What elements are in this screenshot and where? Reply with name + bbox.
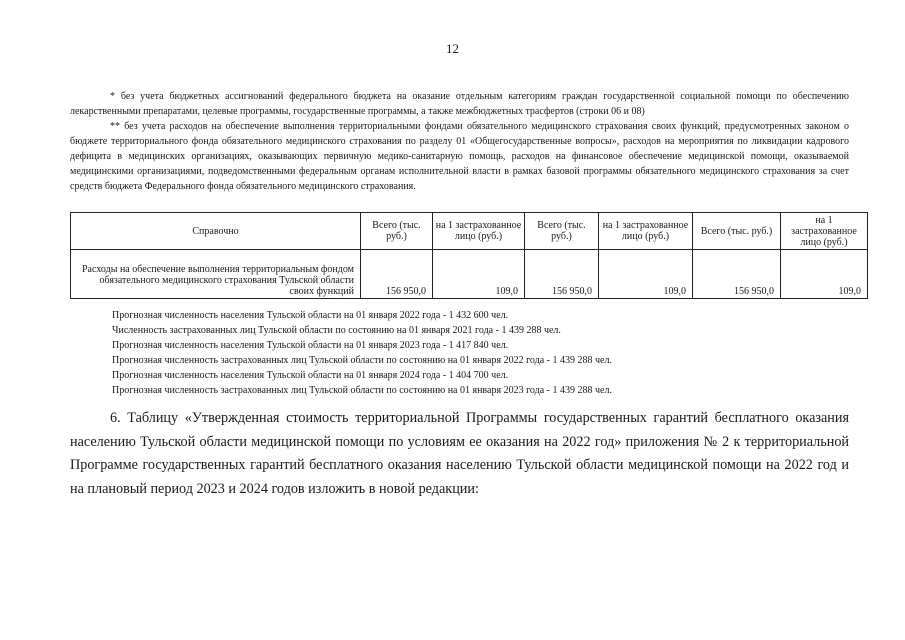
table-cell: 156 950,0: [693, 250, 781, 299]
header-cell: на 1 застрахованное лицо (руб.): [781, 213, 868, 250]
table-cell: 109,0: [599, 250, 693, 299]
header-cell: Всего (тыс. руб.): [525, 213, 599, 250]
table-row: [71, 250, 868, 299]
table-cell: 156 950,0: [361, 250, 433, 299]
header-cell: Справочно: [71, 213, 361, 250]
population-note: Прогнозная численность застрахованных лиц Тульской области по состоянию на 01 января 2023 года - 1 439 288 чел.: [112, 385, 612, 396]
header-cell: на 1 застрахованное лицо (руб.): [433, 213, 525, 250]
population-note: Прогнозная численность населения Тульской области на 01 января 2023 года - 1 417 840 чел.: [112, 340, 509, 351]
table-header-row: [71, 213, 868, 250]
population-notes: [112, 308, 812, 398]
table-cell: 109,0: [781, 250, 868, 299]
population-note: Прогнозная численность населения Тульской области на 01 января 2024 года - 1 404 700 чел.: [112, 370, 509, 381]
row-label: Расходы на обеспечение выполнения территориальным фондом обязательного медицинского страхования Тульской области своих функций: [71, 250, 361, 299]
table-cell: 109,0: [433, 250, 525, 299]
page-number: 12: [446, 41, 459, 56]
header-cell: на 1 застрахованное лицо (руб.): [599, 213, 693, 250]
header-cell: Всего (тыс. руб.): [693, 213, 781, 250]
footnote-text: ** без учета расходов на обеспечение выполнения территориальными фондами обязательного медицинского страхования своих функций, предусмотренных законом о бюджете территориального фонда обязательного медицинского страхования по разделу 01 «Общегосударственные вопросы», расходов на мероприятия по ликвидации кадрового дефицита в медицинских организациях, оказывающих первичную медико-санитарную помощь, расходов на финансовое обеспечение медицинской помощи, оказываемой медицинскими организациями, подведомственными федеральным органам исполнительной власти в рамках базовой программы обязательного медицинского страхования за счет средств бюджета Федерального фонда обязательного медицинского страхования.: [70, 121, 849, 192]
footnote-single-asterisk: [70, 89, 849, 119]
population-note: Прогнозная численность населения Тульской области на 01 января 2022 года - 1 432 600 чел.: [112, 310, 509, 321]
header-cell: Всего (тыс. руб.): [361, 213, 433, 250]
population-note: Прогнозная численность застрахованных лиц Тульской области по состоянию на 01 января 2022 года - 1 439 288 чел.: [112, 355, 612, 366]
table-cell: 156 950,0: [525, 250, 599, 299]
reference-table: [70, 212, 868, 299]
footnote-double-asterisk: [70, 119, 849, 194]
population-note: Численность застрахованных лиц Тульской области по состоянию на 01 января 2021 года - 1 439 288 чел.: [112, 325, 561, 336]
paragraph-text: 6. Таблицу «Утвержденная стоимость территориальной Программы государственных гарантий бесплатного оказания населению Тульской области медицинской помощи по условиям ее оказания на 2022 год» приложения № 2 к территориальной Программе государственных гарантий бесплатного оказания населению Тульской области медицинской помощи на 2022 год и на плановый период 2023 и 2024 годов изложить в новой редакции:: [70, 410, 849, 497]
main-paragraph: [70, 407, 849, 501]
footnote-text: * без учета бюджетных ассигнований федерального бюджета на оказание отдельным категориям граждан государственной социальной помощи по обеспечению лекарственными препаратами, целевые программы, государственные программы, а также межбюджетных трасфертов (строки 06 и 08): [70, 91, 849, 117]
